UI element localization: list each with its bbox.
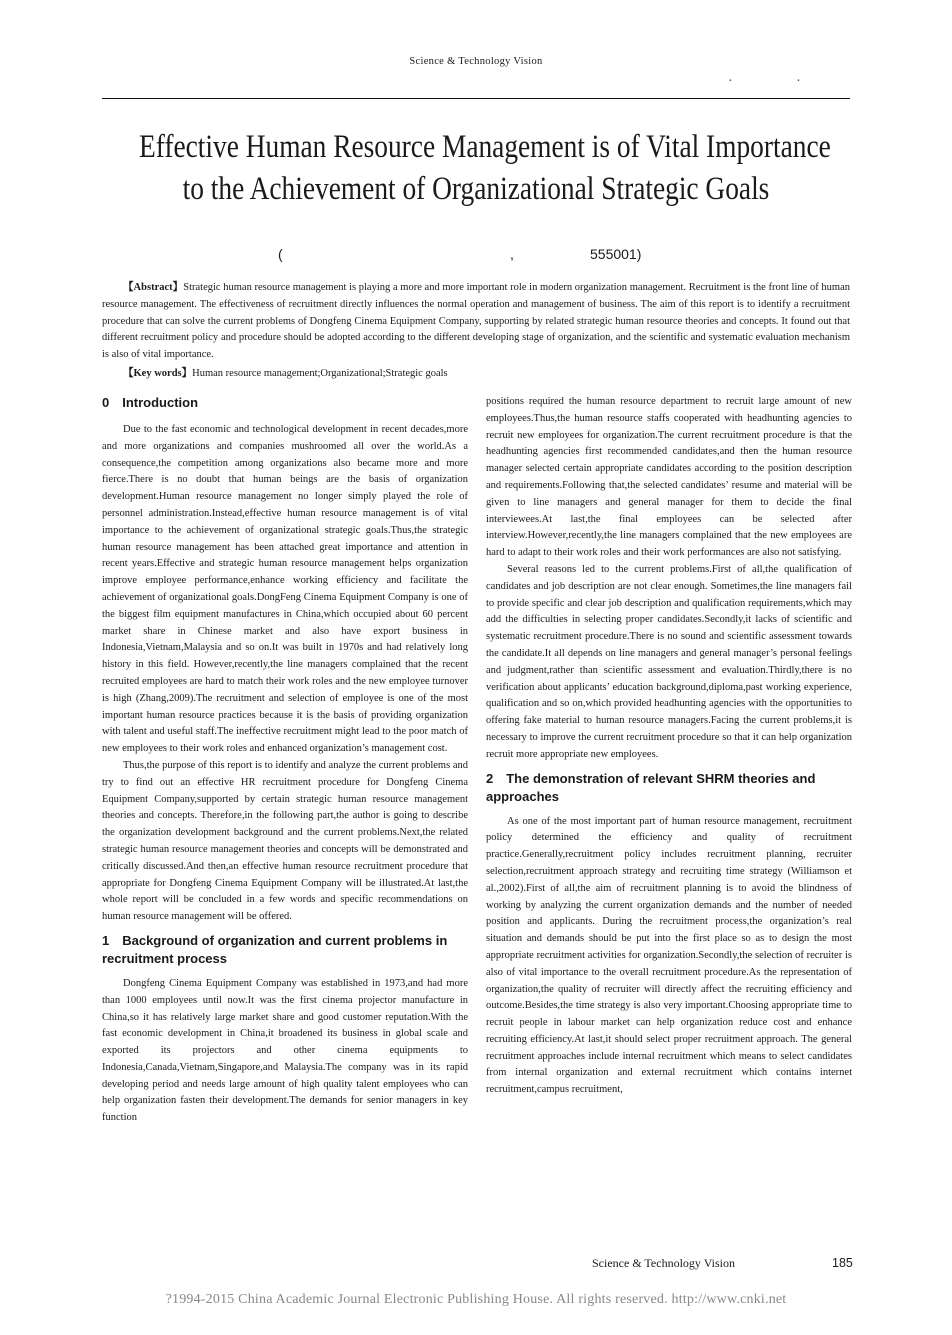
keywords-text: Human resource management;Organizational;Strategic goals xyxy=(192,368,448,379)
title-line-2: to the Achievement of Organizational Strategic Goals xyxy=(182,171,770,207)
section-heading-background: 1 Background of organization and current problems in recruitment process xyxy=(102,932,448,966)
affiliation-postal-code: 555001) xyxy=(590,246,642,262)
shrm-paragraph-1: As one of the most important part of human resource management, recruitment policy determined the efficiency and quality of recruitment practice.Generally,recruitment policy includes recruitment planning, recruiter selection,recruitment approach strategy and recruiting time strategy (Williamson et al.,2002).First of all,the aim of recruitment planning is to avoid the blindness of working by analyzing the current organization demands and the number of needed position and applicants. During the recruitment process,the organization’s real situation and demands should be put into the first place so as to design the most appropriate recruitment activities for organization.Secondly,the selection of recruiter is also of vital importance to the overall recruitment procedure.As the representation of organization,the quality of recruiter will directly affect the recruiting efficiency and outcome.Besides,the time strategy is also very important.Choosing appropriate time to recruit people in labour market can help organization reduce cost and enhance recruiting efficiency.At last,it should select proper recruitment approach. The general recruitment approaches include internal recruitment which means to select candidates from internal organization and external recruitment which contains internet recruitment,campus recruitment, xyxy=(486,815,852,1096)
copyright-notice: ?1994-2015 China Academic Journal Electronic Publishing House. All rights reserved. http://www.cnki.net xyxy=(165,1292,787,1307)
background-paragraph-1: Dongfeng Cinema Equipment Company was established in 1973,and had more than 1000 employees until now.It was the first cinema projector manufacture in China,so it has relatively large market share and good customer reputation.With the fast economic development in China,it broadened its business in global scale and exported its projectors and other cinema equipments to Indonesia,Canada,Vietnam,Singapore,and Malaysia.The company was in its rapid developing period and needs large amount of high quality talent employees who can help organization fasten their development.The demands for senior managers in key function xyxy=(102,977,468,1124)
title-line-1: Effective Human Resource Management is of Vital Importance xyxy=(139,129,831,165)
journal-header: Science & Technology Vision xyxy=(409,56,543,67)
section-heading-shrm-theories: 2 The demonstration of relevant SHRM theories and approaches xyxy=(486,770,816,804)
affiliation-comma: , xyxy=(510,246,514,262)
header-rule xyxy=(102,98,850,99)
header-dots: · · xyxy=(728,74,831,89)
keywords-label: 【Key words】 xyxy=(123,368,193,379)
introduction-paragraph-1: Due to the fast economic and technological development in recent decades,more and more organizations and companies mushroomed all over the world.As a consequence,the competition among organizations also became more and more fierce.There is no doubt that human beings are the basis of organization development.Human resource management no longer simply played the role of personnel administration.Instead,effective human resource management is of vital importance to the achievement of organizational strategic goals.Thus,the strategic human resource management has been attached great importance and attention in recent years.Effective and strategic human resource management helps organization improve employee performance,enhance working efficiency and facilitate the achievement of organizational goals.DongFeng Cinema Equipment Company is one of the biggest film equipment manufactures in China,which occupied about 60 percent market share in Chinese market and also have export business in Indonesia,Vietnam,Malaysia and so on.It was built in 1970s and had relatively long history in this field. However,recently,the line managers complained that the recent recruited employees are hard to match their work roles and the new employee turnover is high (Zhang,2009).The recruitment and selection of employee is one of the most important human resource practices because it is the basis of providing organization with talent and useful staff.The ineffective recruitment might lead to the poor match of new employees to their work roles and enhanced organization’s management cost. xyxy=(102,424,468,755)
abstract-label: 【Abstract】 xyxy=(123,282,184,293)
section-heading-introduction: 0 Introduction xyxy=(102,395,199,410)
background-paragraph-2: Several reasons led to the current problems.First of all,the qualification of candidates and job description are not clear enough. Sometimes,the line managers fail to provide specific and clear job description and qualification requirements,which may add the difficulties in selecting proper candidates.Secondly,it lacks of scientific and systematic recruitment procedure.There is no sound and scientific assessment towards the candidate.It all depends on line managers and general manager’s personal feelings and judgment,rather than scientific assessment and evaluation.Thirdly,there is no verification about applicants’ education background,diploma,past working experience, qualification and so on,which provided headhunting agencies with the opportunities to offering fake material to human resource managers.Facing the current problems,it is necessary to improve the current recruitment procedure so that it can help organization recruit more appropriate new employees. xyxy=(486,563,852,760)
abstract xyxy=(102,280,850,364)
page-number: 185 xyxy=(832,1256,853,1270)
introduction-paragraph-2: Thus,the purpose of this report is to identify and analyze the current problems and try to find out an effective HR recruitment procedure for Dongfeng Cinema Equipment Company,supported by certain strategic human resource management theories and concepts. Therefore,in the following part,the author is going to describe the organization development background and the current problems.Next,the related strategic human resource management theories and concepts will be demonstrated and critically discussed.And then,an effective human resource recruitment procedure that appropriate for Dongfeng Cinema Equipment Company will be illustrated.At last,the whole report will be concluded in a few words and specific recommendations on human resource management will be offered. xyxy=(102,759,468,923)
keywords xyxy=(102,366,850,383)
background-paragraph-1-continued: positions required the human resource department to recruit large amount of new employees.Thus,the human resource staffs cooperated with headhunting agencies to recruit new employees for organization.The current recruitment procedure is that the headhunting agencies first recommended candidates,and then the human resource manager selected certain appropriate candidates according to the position description and requirements.Following that,the selected candidates’ resume and material will be given to line managers and general manager for them to decide the final interviewees.At last,the final employees can be selected after interview.However,recently,the line managers complained that the new employees are hard to adapt to their work roles and their work performances are also not satisfying. xyxy=(486,396,852,559)
abstract-text: Strategic human resource management is playing a more and more important role in modern organization management. Recruitment is the front line of human resource management. The effectiveness of recruitment directly influences the normal operation and management of business. The aim of this report is to identify a recruitment procedure that can solve the current problems of Dongfeng Cinema Equipment Company, supporting by related strategic human resource theories and concepts. It found out that different recruitment policy and procedure should be adopted according to the different developing stage of organization, and the scientific and systematic evaluation mechanism is also of vital importance. xyxy=(102,282,850,361)
paper-title xyxy=(139,126,831,210)
affiliation-open-paren: ( xyxy=(278,246,283,262)
footer-journal-name: Science & Technology Vision xyxy=(592,1256,735,1270)
left-column xyxy=(102,394,468,1127)
right-column xyxy=(486,394,852,1099)
